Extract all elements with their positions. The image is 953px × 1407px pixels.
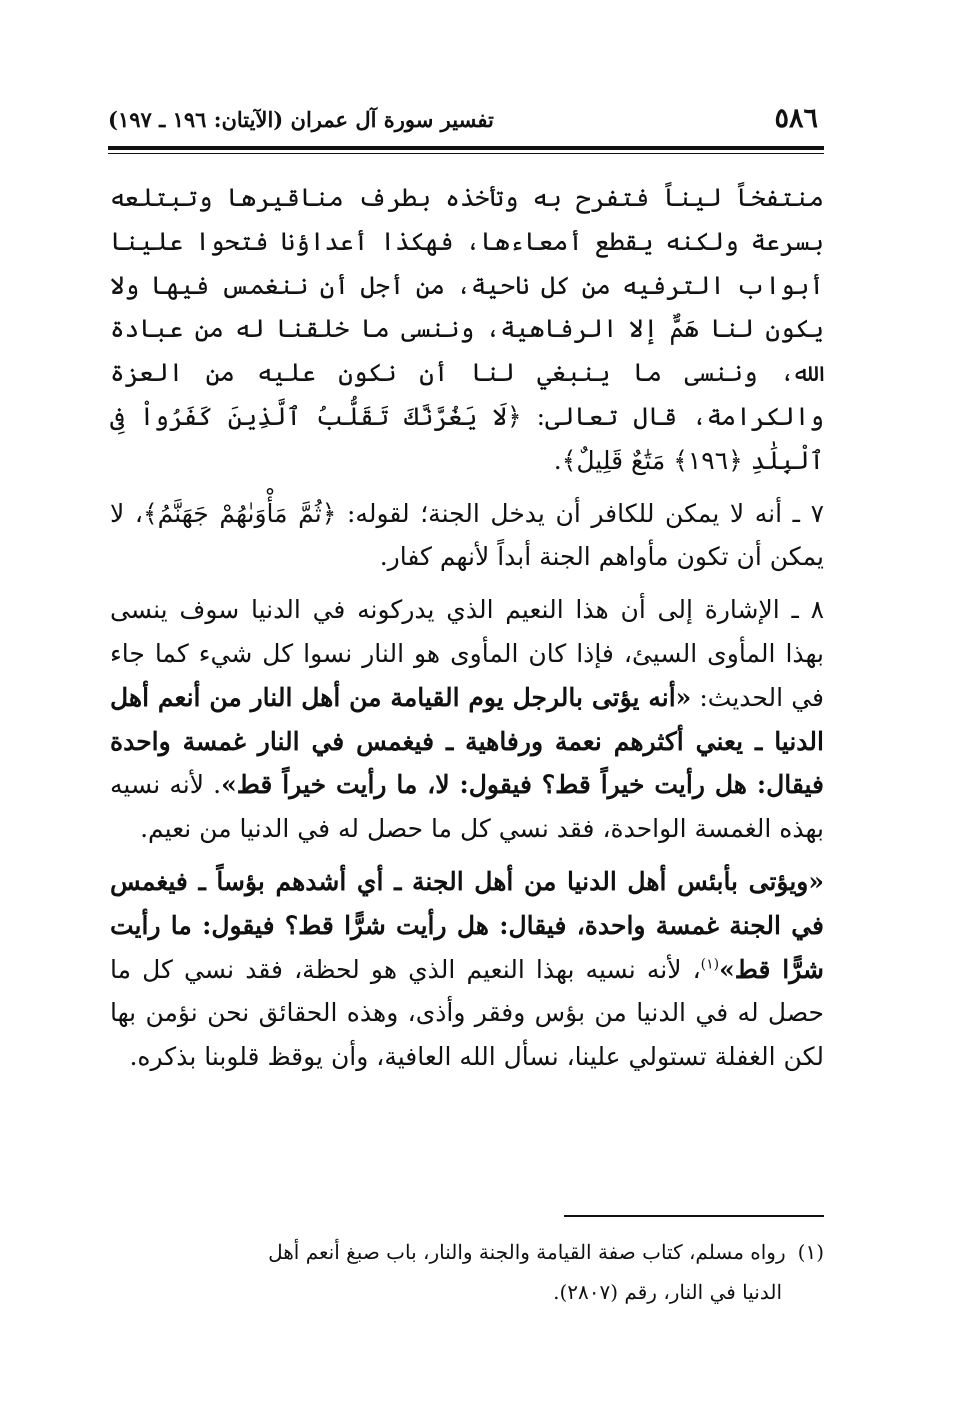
paragraph-1 xyxy=(110,176,824,483)
paragraph-3-text: ٨ ـ الإشارة إلى أن هذا النعيم الذي يدركونه في الدنيا سوف ينسى بهذا المأوى السيئ، فإذا كان المأوى هو النار نسوا كل شيء كما جاء في الحديث: xyxy=(110,595,824,712)
body-text xyxy=(110,176,824,1079)
footnote-reference[interactable]: (١) xyxy=(700,956,720,973)
header-rule-thin xyxy=(108,153,824,154)
hadith-quote-1: «أنه يؤتى بالرجل يوم القيامة من أهل النار من أنعم أهل الدنيا ـ يعني أكثرهم نعمة ورفاهية ـ فيغمس في النار غمسة واحدة فيقال: هل رأيت خيراً قط؟ فيقول: لا، ما رأيت خيراً قط» xyxy=(110,682,824,800)
paragraph-2-text: ٧ ـ أنه لا يمكن للكافر أن يدخل الجنة؛ لقوله: xyxy=(347,498,824,528)
quran-verse-2: ﴿ثُمَّ مَأْوَىٰهُمْ جَهَنَّمُ﴾ xyxy=(142,498,337,528)
running-title: تفسير سورة آل عمران (الآيتان: ١٩٦ ـ ١٩٧) xyxy=(108,107,494,132)
hadith-quote-2: «ويؤتى بأبئس أهل الدنيا من أهل الجنة ـ أي أشدهم بؤساً ـ فيغمس في الجنة غمسة واحدة، فيقال: هل رأيت شرًّا قط؟ فيقول: ما رأيت شرًّا قط» xyxy=(110,866,824,984)
paragraph-4 xyxy=(110,860,824,1079)
quran-verse-1: ﴿لَا يَغُرَّنَّكَ تَقَلُّبُ ٱلَّذِينَ كَفَرُواْ فِى ٱلْبِلَٰدِ ﴿١٩٦﴾ مَتَٰعٌ قَلِيلٌ﴾ xyxy=(110,401,824,475)
paragraph-2 xyxy=(110,492,824,580)
paragraph-1-text: منتفخاً ليناً فتفرح به وتأخذه بطرف مناقيرها وتبتلعه بسرعة ولكنه يقطع أمعاءها، فهكذا أعداؤنا فتحوا علينا أبواب الترفيه من كل ناحية، من أجل أن ننغمس فيها ولا يكون لنا هَمٌّ إلا الرفاهية، وننسى ما خلقنا له من عبادة الله، وننسى ما ينبغي لنا أن نكون عليه من العزة والكرامة، قال تعالى: xyxy=(110,183,824,431)
page-header xyxy=(108,102,824,142)
footnote-line-1: رواه مسلم، كتاب صفة القيامة والجنة والنار، باب صبغ أنعم أهل xyxy=(268,1240,786,1264)
header-rule xyxy=(108,146,824,150)
footnote-marker: (١) xyxy=(797,1240,824,1264)
page-number: ٥٨٦ xyxy=(774,103,818,134)
paragraph-4-end: ، لأنه نسيه بهذا النعيم الذي هو لحظة، فقد نسي كل ما حصل له في الدنيا من بؤس وفقر وأذى، وهذه الحقائق نحن نؤمن بها لكن الغفلة تستولي علينا، نسأل الله العافية، وأن يوقظ قلوبنا بذكره. xyxy=(110,954,824,1072)
paragraph-3 xyxy=(110,588,824,851)
paragraph-1-end: . xyxy=(553,445,562,475)
footnote-rule xyxy=(564,1215,824,1217)
paragraph-2-end: ، لا يمكن أن تكون مأواهم الجنة أبداً لأنهم كفار. xyxy=(110,498,824,572)
paragraph-3-end: . لأنه نسيه بهذه الغمسة الواحدة، فقد نسي كل ما حصل له في الدنيا من نعيم. xyxy=(110,770,824,844)
footnote-line-2: الدنيا في النار، رقم (٢٨٠٧). xyxy=(553,1280,782,1304)
footnote xyxy=(120,1232,824,1312)
